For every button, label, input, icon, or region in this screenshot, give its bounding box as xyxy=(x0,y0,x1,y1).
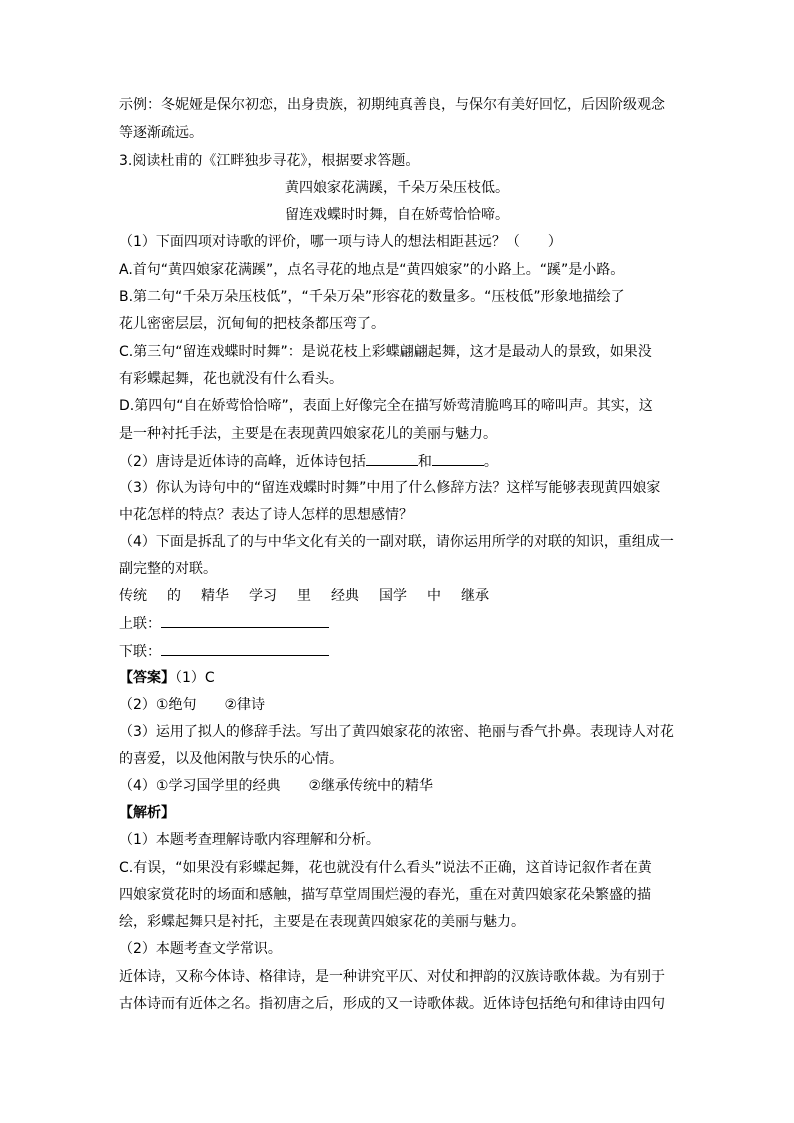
analysis-6: 近体诗，又称今体诗、格律诗，是一种讲究平仄、对仗和押韵的汉族诗歌体裁。为有别于 xyxy=(119,969,665,985)
answer-blank-2 xyxy=(432,451,484,466)
answer-4a: （4）①学习国学里的经典 xyxy=(119,778,281,794)
text-line: 示例：冬妮娅是保尔初恋，出身贵族，初期纯真善良，与保尔有美好回忆，后因阶级观念 xyxy=(119,97,665,113)
answer-blank-1 xyxy=(366,451,418,466)
poem-line-1: 黄四娘家花满蹊，千朵万朵压枝低。 xyxy=(285,180,509,196)
upper-couplet-row xyxy=(119,613,329,633)
answer-4b: ②继承传统中的精华 xyxy=(308,778,434,794)
sub-question-2 xyxy=(119,451,498,471)
option-a: A.首句“黄四娘家花满蹊”，点名寻花的地点是“黄四娘家”的小路上。“蹊”是小路。 xyxy=(119,262,625,278)
word: 学习 xyxy=(249,588,277,604)
sub-question-4-cont: 副完整的对联。 xyxy=(119,561,217,577)
analysis-2: C.有误，“如果没有彩蝶起舞，花也就没有什么看头”说法不正确，这首诗记叙作者在黄 xyxy=(119,860,652,876)
option-c-cont: 有彩蝶起舞，花也就没有什么看头。 xyxy=(119,371,343,387)
answer-label: 【答案】 xyxy=(119,670,175,686)
option-b: B.第二句“千朵万朵压枝低”，“千朵万朵”形容花的数量多。“压枝低”形象地描绘了 xyxy=(119,289,625,305)
q2-end: 。 xyxy=(483,454,498,470)
word: 继承 xyxy=(461,588,489,604)
answer-1: （1）C xyxy=(175,670,215,686)
word: 精华 xyxy=(201,588,229,604)
sub-question-1: （1）下面四项对诗歌的评价，哪一项与诗人的想法相距甚远？（ ） xyxy=(119,234,562,250)
word: 中 xyxy=(427,588,441,604)
sub-question-3-cont: 中花怎样的特点？表达了诗人怎样的思想感情？ xyxy=(119,507,413,523)
upper-couplet-blank xyxy=(161,613,329,628)
analysis-1: （1）本题考查理解诗歌内容理解和分析。 xyxy=(119,832,380,848)
analysis-4: 绘，彩蝶起舞只是衬托，主要是在表现黄四娘家花的美丽与魅力。 xyxy=(119,914,525,930)
answer-row-4 xyxy=(119,776,433,796)
analysis-3: 四娘家赏花时的场面和感触，描写草堂周围烂漫的春光，重在对黄四娘家花朵繁盛的描 xyxy=(119,887,651,903)
lower-couplet-label: 下联： xyxy=(119,644,161,660)
answer-3-cont: 的喜爱，以及他闲散与快乐的心情。 xyxy=(119,751,343,767)
analysis-5: （2）本题考查文学常识。 xyxy=(119,941,282,957)
sub-question-3: （3）你认为诗句中的“留连戏蝶时时舞”中用了什么修辞方法？这样写能够表现黄四娘家 xyxy=(119,480,661,496)
answer-row-2 xyxy=(119,695,265,715)
word: 传统 xyxy=(119,588,147,604)
word: 国学 xyxy=(379,588,407,604)
word: 的 xyxy=(167,588,181,604)
analysis-label: 【解析】 xyxy=(119,805,175,821)
q2-mid: 和 xyxy=(417,454,432,470)
option-c: C.第三句“留连戏蝶时时舞”：是说花枝上彩蝶翩翩起舞，这才是最动人的景致，如果没 xyxy=(119,344,652,360)
sub-question-4: （4）下面是拆乱了的与中华文化有关的一副对联，请你运用所学的对联的知识，重组成一 xyxy=(119,534,674,550)
option-d: D.第四句“自在娇莺恰恰啼”，表面上好像完全在描写娇莺清脆鸣耳的啼叫声。其实，这 xyxy=(119,398,653,414)
question-3-heading: 3.阅读杜甫的《江畔独步寻花》，根据要求答题。 xyxy=(119,153,420,169)
answer-2a: （2）①绝句 xyxy=(119,697,197,713)
word-list xyxy=(119,586,489,606)
poem-line-2: 留连戏蝶时时舞，自在娇莺恰恰啼。 xyxy=(285,207,509,223)
word: 经典 xyxy=(331,588,359,604)
word: 里 xyxy=(297,588,311,604)
analysis-7: 古体诗而有近体之名。指初唐之后，形成的又一诗歌体裁。近体诗包括绝句和律诗由四句 xyxy=(119,996,665,1012)
upper-couplet-label: 上联： xyxy=(119,616,161,632)
answer-row-1 xyxy=(119,668,215,688)
option-d-cont: 是一种衬托手法，主要是在表现黄四娘家花儿的美丽与魅力。 xyxy=(119,426,497,442)
q2-prefix: （2）唐诗是近体诗的高峰，近体诗包括 xyxy=(119,454,366,470)
lower-couplet-row xyxy=(119,641,329,661)
answer-3: （3）运用了拟人的修辞手法。写出了黄四娘家花的浓密、艳丽与香气扑鼻。表现诗人对花 xyxy=(119,724,674,740)
answer-2b: ②律诗 xyxy=(224,697,266,713)
option-b-cont: 花儿密密层层，沉甸甸的把枝条都压弯了。 xyxy=(119,316,385,332)
text-line: 等逐渐疏远。 xyxy=(119,125,203,141)
lower-couplet-blank xyxy=(161,641,329,656)
